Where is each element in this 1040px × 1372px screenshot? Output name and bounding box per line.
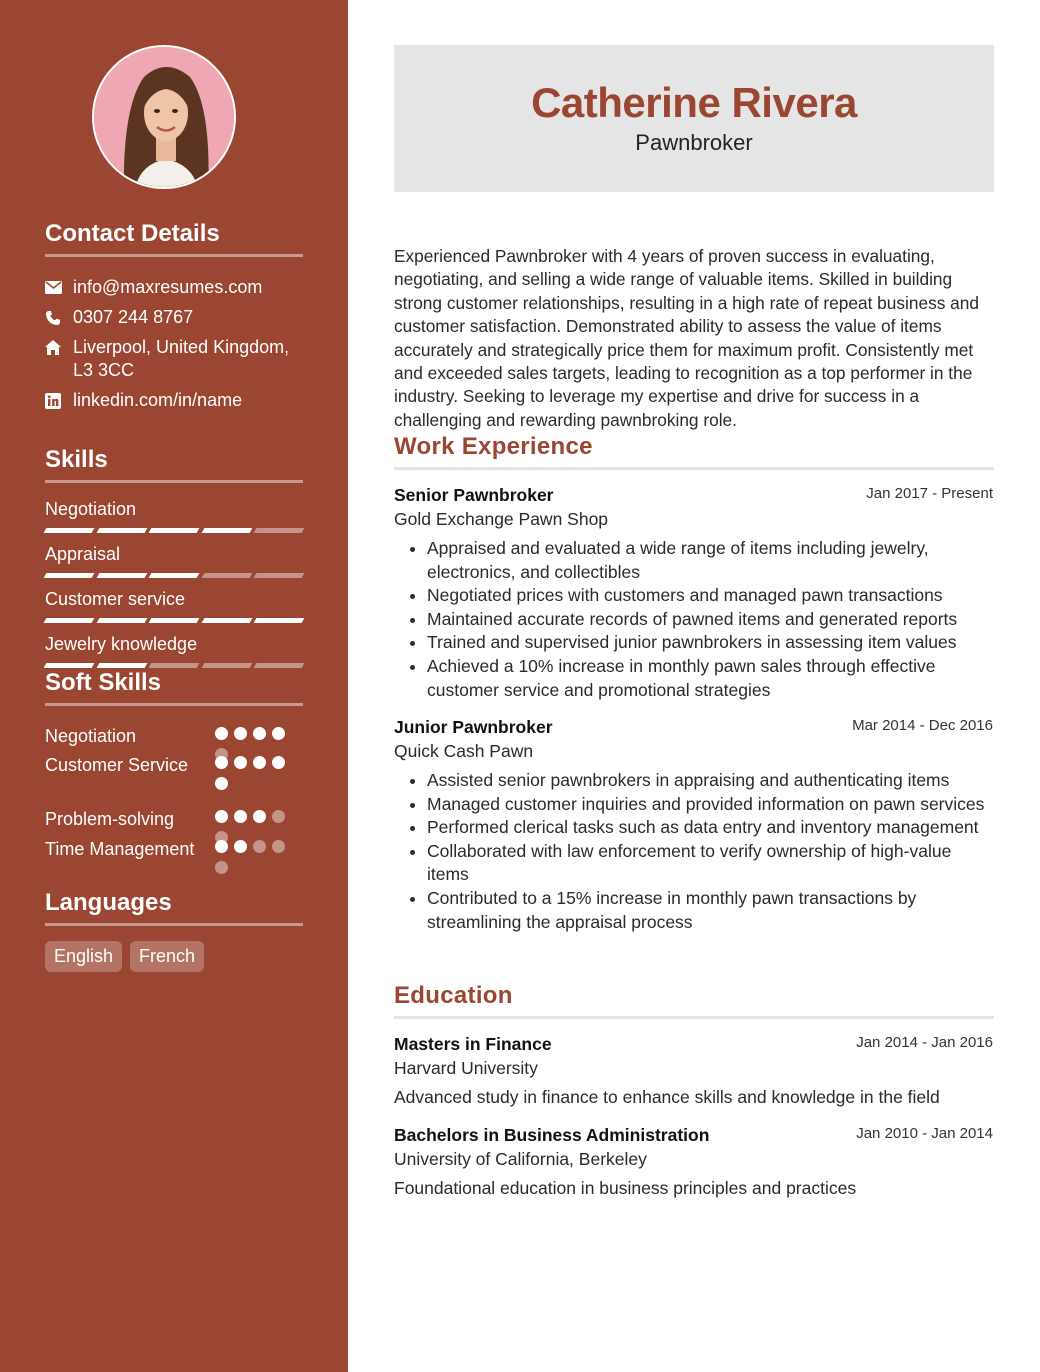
job-bullet: • Negotiated prices with customers and managed pawn transactions: [427, 584, 994, 608]
envelope-icon: [45, 276, 73, 299]
rating-dot: [234, 727, 247, 740]
rating-dot: [253, 727, 266, 740]
rating-dot: [272, 727, 285, 740]
skill-level-segment: [44, 528, 94, 533]
skill-name: Negotiation: [45, 499, 137, 519]
skill-level-bar: [45, 528, 303, 533]
skills-heading: Skills: [45, 446, 303, 483]
school: Harvard University: [394, 1058, 538, 1078]
soft-skill-name: Negotiation: [45, 726, 137, 746]
job-role: Senior Pawnbroker: [394, 485, 554, 505]
skill-level-segment: [44, 663, 94, 668]
education-dates: Jan 2014 - Jan 2016: [856, 1034, 993, 1051]
degree: Masters in Finance: [394, 1034, 552, 1054]
skill-level-segment: [44, 618, 94, 623]
languages-heading: Languages: [45, 889, 303, 926]
contact-linkedin[interactable]: [45, 389, 303, 412]
skill-level-segment: [44, 573, 94, 578]
skill-item: [45, 588, 303, 623]
job-bullet: • Achieved a 10% increase in monthly pawn sales through effective customer service and promotional strategies: [427, 655, 994, 702]
skill-level-segment: [201, 663, 251, 668]
skill-name: Customer service: [45, 589, 186, 609]
degree: Bachelors in Business Administration: [394, 1125, 710, 1145]
job-bullet: • Trained and supervised junior pawnbrokers in assessing item values: [427, 631, 994, 655]
contact-address: [45, 336, 303, 382]
skill-level-segment: [201, 573, 251, 578]
job-entry: [394, 716, 994, 934]
education-entry: [394, 1033, 994, 1109]
job-bullet: • Managed customer inquiries and provided information on pawn services: [427, 793, 994, 817]
summary-text: Experienced Pawnbroker with 4 years of proven success in evaluating, negotiating, and selling a wide range of valuable items. Skilled in building strong customer relationships, resulting in a high rate of repeat business and customer satisfaction. Demonstrated ability to assess the value of items accurately and strategically price them for maximum profit. Consistently met and exceeded sales targets, leading to recognition as a top performer in the industry. Seeking to leverage my expertise and drive for success in a challenging and rewarding pawnbroking role.: [394, 246, 980, 430]
rating-dot: [253, 756, 266, 769]
candidate-name: Catherine Rivera: [531, 79, 857, 126]
education-heading: Education: [394, 982, 994, 1019]
education-description: Advanced study in finance to enhance skills and knowledge in the field: [394, 1087, 940, 1107]
skill-item: [45, 498, 303, 533]
soft-skill-rating: [215, 840, 291, 874]
job-bullet: • Contributed to a 15% increase in monthly pawn transactions by streamlining the appraisal process: [427, 887, 994, 934]
skill-level-segment: [254, 528, 304, 533]
skill-level-segment: [149, 618, 199, 623]
rating-dot: [215, 756, 228, 769]
job-company: Quick Cash Pawn: [394, 741, 534, 761]
job-title: Pawnbroker: [635, 130, 753, 155]
skill-level-segment: [201, 528, 251, 533]
rating-dot: [272, 810, 285, 823]
skill-level-segment: [254, 618, 304, 623]
job-bullets: [394, 537, 994, 702]
skill-level-segment: [254, 573, 304, 578]
rating-dot: [253, 810, 266, 823]
language-tag: English: [45, 941, 122, 972]
soft-skills-heading: Soft Skills: [45, 669, 303, 706]
soft-skill-name: Customer Service: [45, 755, 189, 775]
education-dates: Jan 2010 - Jan 2014: [856, 1125, 993, 1142]
soft-skill-item: [45, 807, 303, 837]
rating-dot: [215, 840, 228, 853]
contact-heading: Contact Details: [45, 220, 303, 257]
soft-skills-list: [45, 724, 303, 887]
skill-level-segment: [201, 618, 251, 623]
soft-skill-item: [45, 837, 303, 887]
skill-name: Appraisal: [45, 544, 121, 564]
rating-dot: [253, 840, 266, 853]
home-icon: [45, 336, 73, 359]
skill-level-segment: [149, 528, 199, 533]
soft-skill-name: Time Management: [45, 839, 195, 859]
job-entry: [394, 484, 994, 702]
skill-level-segment: [96, 663, 146, 668]
skill-level-bar: [45, 573, 303, 578]
phone-icon: [45, 306, 73, 329]
contact-phone[interactable]: [45, 306, 303, 329]
education-entry: [394, 1124, 994, 1200]
soft-skill-item: [45, 753, 303, 807]
skill-level-segment: [149, 663, 199, 668]
skill-level-segment: [149, 573, 199, 578]
job-dates: Jan 2017 - Present: [866, 485, 993, 502]
rating-dot: [272, 756, 285, 769]
skill-level-segment: [96, 618, 146, 623]
skill-item: [45, 633, 303, 668]
school: University of California, Berkeley: [394, 1149, 647, 1169]
job-bullets: [394, 769, 994, 934]
rating-dot: [272, 840, 285, 853]
linkedin-icon: [45, 389, 73, 412]
rating-dot: [215, 861, 228, 874]
skill-level-bar: [45, 663, 303, 668]
job-bullet: • Performed clerical tasks such as data entry and inventory management: [427, 816, 994, 840]
linkedin-text: linkedin.com/in/name: [73, 390, 243, 410]
skill-level-segment: [254, 663, 304, 668]
language-tag: French: [130, 941, 204, 972]
name-header: [394, 45, 994, 192]
rating-dot: [215, 777, 228, 790]
skill-level-segment: [96, 573, 146, 578]
job-dates: Mar 2014 - Dec 2016: [852, 717, 993, 734]
languages-list: [45, 941, 204, 972]
contact-list: [45, 276, 303, 419]
contact-email[interactable]: [45, 276, 303, 299]
rating-dot: [234, 840, 247, 853]
profile-photo: [92, 45, 236, 189]
soft-skill-name: Problem-solving: [45, 809, 175, 829]
job-bullet: • Assisted senior pawnbrokers in appraising and authenticating items: [427, 769, 994, 793]
email-text: info@maxresumes.com: [73, 277, 263, 297]
phone-text: 0307 244 8767: [73, 307, 194, 327]
job-role: Junior Pawnbroker: [394, 717, 553, 737]
soft-skill-item: [45, 724, 303, 753]
skill-item: [45, 543, 303, 578]
rating-dot: [234, 756, 247, 769]
skill-level-bar: [45, 618, 303, 623]
rating-dot: [234, 810, 247, 823]
sidebar: [0, 0, 348, 1372]
skills-list: [45, 498, 303, 678]
education-description: Foundational education in business principles and practices: [394, 1178, 857, 1198]
rating-dot: [215, 810, 228, 823]
skill-name: Jewelry knowledge: [45, 634, 198, 654]
address-text: Liverpool, United Kingdom, L3 3CC: [73, 337, 290, 380]
rating-dot: [215, 727, 228, 740]
job-bullet: • Appraised and evaluated a wide range of items including jewelry, electronics, and collectibles: [427, 537, 994, 584]
skill-level-segment: [96, 528, 146, 533]
job-company: Gold Exchange Pawn Shop: [394, 509, 609, 529]
job-bullet: • Maintained accurate records of pawned items and generated reports: [427, 608, 994, 632]
soft-skill-rating: [215, 756, 291, 790]
job-bullet: • Collaborated with law enforcement to verify ownership of high-value items: [427, 840, 994, 887]
work-heading: Work Experience: [394, 433, 994, 470]
